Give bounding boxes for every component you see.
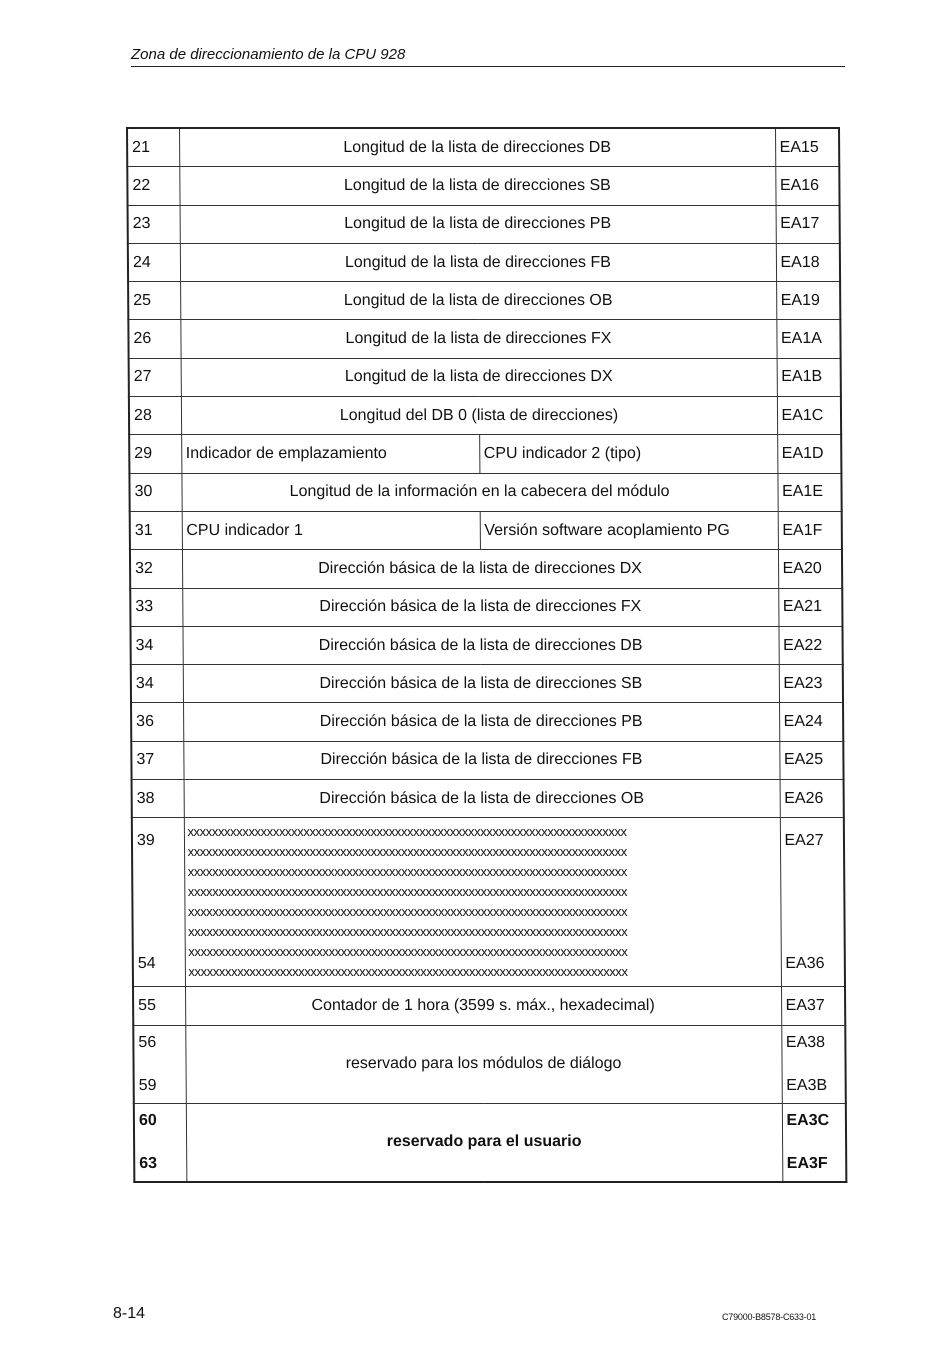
table-row [131, 703, 843, 741]
reserved-x-line: xxxxxxxxxxxxxxxxxxxxxxxxxxxxxxxxxxxxxxxxxxxxxxxxxxxxxxxxxxxxxxxxxxxxxxxx [188, 964, 628, 980]
address-table [126, 127, 847, 1183]
reserved-x-line: xxxxxxxxxxxxxxxxxxxxxxxxxxxxxxxxxxxxxxxxxxxxxxxxxxxxxxxxxxxxxxxxxxxxxxxx [187, 864, 627, 880]
range-start-address: EA27 [784, 832, 824, 850]
row-number-range-start: 56 [138, 1033, 157, 1051]
row-description: Dirección básica de la lista de direcciones PB [183, 703, 779, 741]
row-address: EA1A [776, 320, 840, 358]
row-description: reservado para el usuario [186, 1103, 783, 1182]
row-description: Longitud de la lista de direcciones SB [179, 167, 775, 205]
row-address: EA1D [777, 435, 841, 473]
table-row [133, 987, 845, 1025]
table-row [129, 473, 841, 511]
row-number: 33 [130, 588, 182, 626]
row-address: EA24 [779, 703, 843, 741]
row-description: Dirección básica de la lista de direcciones FX [182, 588, 778, 626]
table-row-range-reserved-x [132, 818, 845, 987]
row-number-range-start: 60 [138, 1111, 157, 1129]
table-row-user-reserved [134, 1103, 847, 1182]
row-description: Contador de 1 hora (3599 s. máx., hexadecimal) [185, 987, 781, 1025]
table-row [128, 282, 840, 320]
table-row [132, 780, 844, 818]
row-description: Dirección básica de la lista de direcciones OB [184, 780, 780, 818]
row-address: EA15 [775, 128, 839, 167]
table-row [130, 511, 842, 549]
row-number: 38 [132, 780, 184, 818]
row-address: EA25 [779, 741, 843, 779]
row-address-range-end: EA3F [786, 1154, 828, 1172]
row-number-range [133, 1025, 186, 1103]
row-description-left: Indicador de emplazamiento [181, 435, 479, 473]
table-row [131, 741, 843, 779]
row-number: 28 [129, 397, 181, 435]
row-address: EA1E [777, 473, 841, 511]
row-address: EA1C [777, 397, 841, 435]
table-row [128, 320, 840, 358]
range-start-number: 39 [136, 832, 155, 850]
table-row-dialog-reserved [133, 1025, 846, 1103]
reserved-x-line: xxxxxxxxxxxxxxxxxxxxxxxxxxxxxxxxxxxxxxxxxxxxxxxxxxxxxxxxxxxxxxxxxxxxxxxx [188, 944, 628, 960]
range-end-number: 54 [137, 954, 156, 972]
row-number-range-end: 63 [139, 1154, 158, 1172]
row-address: EA22 [778, 626, 842, 664]
document-code: C79000-B8578-C633-01 [722, 1312, 817, 1322]
row-number: 37 [131, 741, 183, 779]
row-number: 55 [133, 987, 185, 1025]
row-description: Dirección básica de la lista de direcciones DB [182, 626, 778, 664]
row-description-left: CPU indicador 1 [182, 511, 480, 549]
row-description: Dirección básica de la lista de direcciones SB [183, 665, 779, 703]
table-row [131, 665, 843, 703]
row-description: Longitud de la lista de direcciones FX [180, 320, 776, 358]
row-number: 27 [129, 358, 181, 396]
row-number: 34 [131, 665, 183, 703]
table-row [130, 626, 842, 664]
address-table-body [127, 128, 846, 1182]
reserved-x-line: xxxxxxxxxxxxxxxxxxxxxxxxxxxxxxxxxxxxxxxxxxxxxxxxxxxxxxxxxxxxxxxxxxxxxxxx [187, 844, 627, 860]
row-number: 23 [128, 205, 180, 243]
row-number: 21 [127, 128, 179, 167]
row-address: EA37 [781, 987, 845, 1025]
reserved-x-block [184, 818, 781, 987]
table-row [129, 358, 841, 396]
row-address: EA1B [777, 358, 841, 396]
row-address: EA1F [778, 511, 842, 549]
table-row [127, 167, 839, 205]
row-address: EA17 [776, 205, 840, 243]
row-number: 22 [127, 167, 179, 205]
reserved-x-line: xxxxxxxxxxxxxxxxxxxxxxxxxxxxxxxxxxxxxxxxxxxxxxxxxxxxxxxxxxxxxxxxxxxxxxxx [188, 924, 628, 940]
row-description: Dirección básica de la lista de direcciones FB [183, 741, 779, 779]
row-description: Longitud de la lista de direcciones FB [180, 243, 776, 281]
row-number: 29 [129, 435, 181, 473]
row-description: Dirección básica de la lista de direcciones DX [182, 550, 778, 588]
row-address: EA19 [776, 282, 840, 320]
table-row [129, 435, 841, 473]
row-number: 25 [128, 282, 180, 320]
row-number-range [132, 818, 185, 987]
table-row [128, 205, 840, 243]
row-address: EA18 [776, 243, 840, 281]
row-description: Longitud de la lista de direcciones DB [179, 128, 775, 167]
table-row [130, 588, 842, 626]
address-table-wrap [126, 127, 846, 1211]
reserved-x-line: xxxxxxxxxxxxxxxxxxxxxxxxxxxxxxxxxxxxxxxxxxxxxxxxxxxxxxxxxxxxxxxxxxxxxxxx [187, 904, 628, 920]
table-row [127, 128, 839, 167]
row-address: EA20 [778, 550, 842, 588]
page-header-title: Zona de direccionamiento de la CPU 928 [131, 46, 845, 67]
row-address-range-start: EA3C [786, 1111, 830, 1129]
row-address: EA23 [779, 665, 843, 703]
row-address: EA16 [775, 167, 839, 205]
row-number: 32 [130, 550, 182, 588]
table-row [128, 243, 840, 281]
row-description: Longitud de la información en la cabecera del módulo [181, 473, 777, 511]
reserved-x-line: xxxxxxxxxxxxxxxxxxxxxxxxxxxxxxxxxxxxxxxxxxxxxxxxxxxxxxxxxxxxxxxxxxxxxxxx [187, 824, 627, 840]
table-row [129, 397, 841, 435]
row-description: Longitud de la lista de direcciones DX [181, 358, 777, 396]
row-description: Longitud de la lista de direcciones OB [180, 282, 776, 320]
row-address-range [782, 1103, 847, 1182]
row-number: 30 [129, 473, 181, 511]
row-address-range [781, 1025, 846, 1103]
row-address: EA21 [778, 588, 842, 626]
row-address-range-start: EA38 [785, 1033, 826, 1051]
row-number: 34 [130, 626, 182, 664]
range-end-address: EA36 [785, 954, 825, 972]
row-number: 26 [128, 320, 180, 358]
row-address-range [780, 818, 845, 987]
row-number: 36 [131, 703, 183, 741]
row-description-right: Versión software acoplamiento PG [480, 511, 778, 549]
row-description: Longitud del DB 0 (lista de direcciones) [181, 397, 777, 435]
row-number: 24 [128, 243, 180, 281]
row-number-range [134, 1103, 187, 1182]
row-number: 31 [130, 511, 182, 549]
reserved-x-line: xxxxxxxxxxxxxxxxxxxxxxxxxxxxxxxxxxxxxxxxxxxxxxxxxxxxxxxxxxxxxxxxxxxxxxxx [187, 884, 628, 900]
row-description-right: CPU indicador 2 (tipo) [479, 435, 777, 473]
row-address-range-end: EA3B [786, 1076, 828, 1094]
row-number-range-end: 59 [138, 1076, 157, 1094]
table-row [130, 550, 842, 588]
page-number: 8-14 [113, 1305, 146, 1322]
row-description: reservado para los módulos de diálogo [185, 1025, 782, 1103]
row-address: EA26 [780, 780, 844, 818]
row-description: Longitud de la lista de direcciones PB [180, 205, 776, 243]
